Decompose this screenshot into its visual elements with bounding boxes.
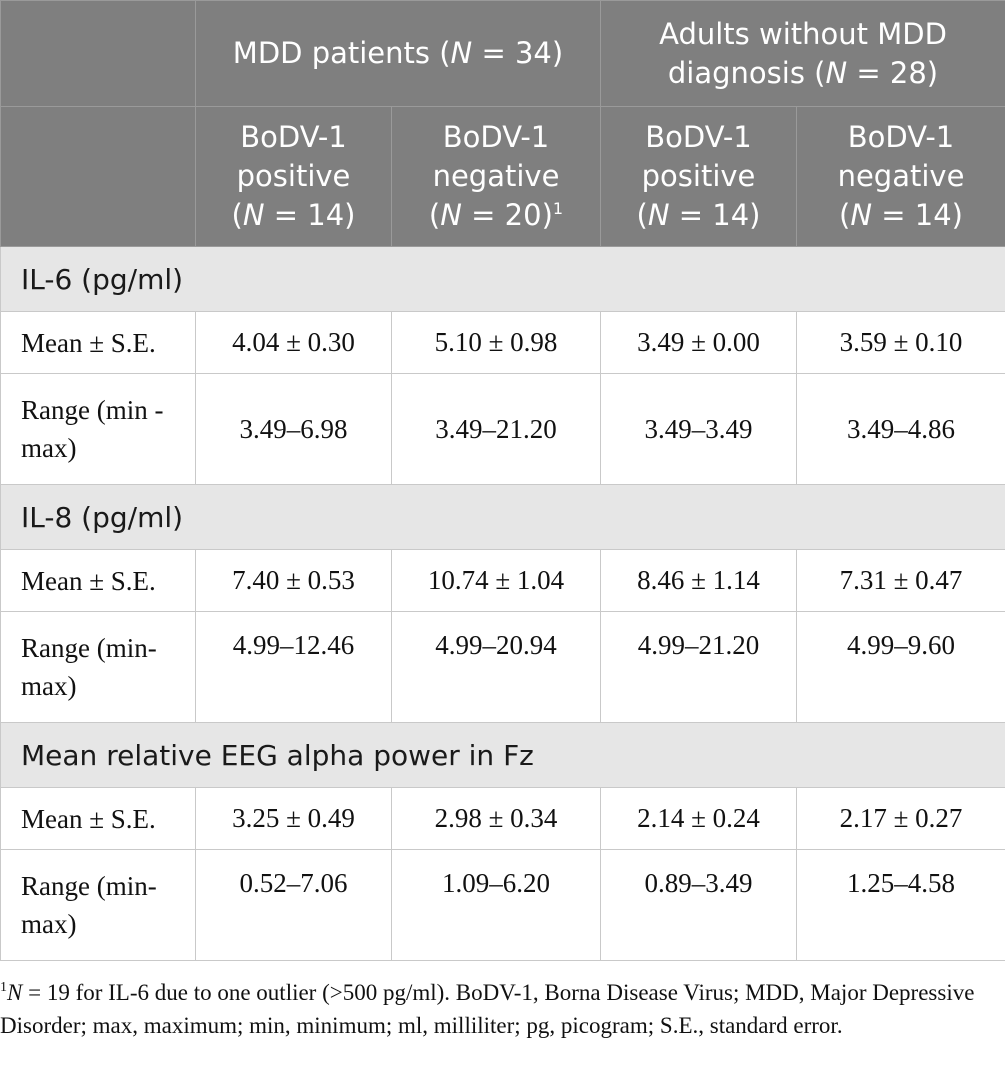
- table-cell: 2.98 ± 0.34: [392, 788, 601, 850]
- section-row-il8: [1, 485, 1005, 550]
- table-cell: 4.99–12.46: [196, 612, 392, 723]
- section-title: Mean relative EEG alpha power in Fz: [1, 723, 1005, 788]
- table-cell: 4.99–20.94: [392, 612, 601, 723]
- table-row: [1, 850, 1005, 961]
- row-label: Range (min-max): [1, 612, 196, 723]
- table-cell: 8.46 ± 1.14: [601, 550, 797, 612]
- table-row: [1, 312, 1005, 374]
- table-cell: 10.74 ± 1.04: [392, 550, 601, 612]
- table-cell: 3.49–21.20: [392, 374, 601, 485]
- section-title: IL-6 (pg/ml): [1, 247, 1005, 312]
- footnote-marker: 1: [552, 199, 564, 218]
- table-row: [1, 550, 1005, 612]
- table-footnote: [0, 976, 1000, 1042]
- table-cell: 1.25–4.58: [797, 850, 1005, 961]
- row-label: Range (min-max): [1, 850, 196, 961]
- header-row-subgroups: [1, 107, 1005, 247]
- table-cell: 0.89–3.49: [601, 850, 797, 961]
- table-cell: 5.10 ± 0.98: [392, 312, 601, 374]
- table-cell: 3.49–6.98: [196, 374, 392, 485]
- table-cell: 2.14 ± 0.24: [601, 788, 797, 850]
- table-cell: 3.59 ± 0.10: [797, 312, 1005, 374]
- table-cell: 3.25 ± 0.49: [196, 788, 392, 850]
- table-cell: 0.52–7.06: [196, 850, 392, 961]
- header-col-mdd-negative: BoDV-1 negative (N = 20)$^1$: [392, 107, 601, 247]
- table-cell: 3.49–4.86: [797, 374, 1005, 485]
- section-title: IL-8 (pg/ml): [1, 485, 1005, 550]
- table-cell: 4.99–21.20: [601, 612, 797, 723]
- table-cell: 7.40 ± 0.53: [196, 550, 392, 612]
- header-group-mdd: MDD patients (N = 34): [196, 1, 601, 107]
- row-label: Mean ± S.E.: [1, 312, 196, 374]
- table-cell: 2.17 ± 0.27: [797, 788, 1005, 850]
- table-cell: 3.49 ± 0.00: [601, 312, 797, 374]
- table-cell: 3.49–3.49: [601, 374, 797, 485]
- table-row: [1, 374, 1005, 485]
- footnote-n: N: [7, 980, 23, 1005]
- header-row-groups: [1, 1, 1005, 107]
- footnote-text: = 19 for IL-6 due to one outlier (>500 pg/ml). BoDV-1, Borna Disease Virus; MDD, Major Depressive Disorder; max, maximum; min, minimum; ml, milliliter; pg, picogram; S.E., standard error.: [0, 980, 975, 1038]
- table-cell: 1.09–6.20: [392, 850, 601, 961]
- header-empty-cell: [1, 107, 196, 247]
- row-label: Mean ± S.E.: [1, 788, 196, 850]
- table-row: [1, 612, 1005, 723]
- header-col-control-positive: BoDV-1 positive (N = 14): [601, 107, 797, 247]
- header-col-mdd-positive: BoDV-1 positive (N = 14): [196, 107, 392, 247]
- table-cell: 7.31 ± 0.47: [797, 550, 1005, 612]
- table-cell: 4.99–9.60: [797, 612, 1005, 723]
- table-cell: 4.04 ± 0.30: [196, 312, 392, 374]
- header-col-control-negative: BoDV-1 negative (N = 14): [797, 107, 1005, 247]
- section-row-il6: [1, 247, 1005, 312]
- header-group-controls: Adults without MDD diagnosis (N = 28): [601, 1, 1005, 107]
- row-label: Mean ± S.E.: [1, 550, 196, 612]
- section-row-eeg: [1, 723, 1005, 788]
- footnote-marker: 1: [0, 980, 7, 995]
- row-label: Range (min - max): [1, 374, 196, 485]
- header-empty-cell: [1, 1, 196, 107]
- table-row: [1, 788, 1005, 850]
